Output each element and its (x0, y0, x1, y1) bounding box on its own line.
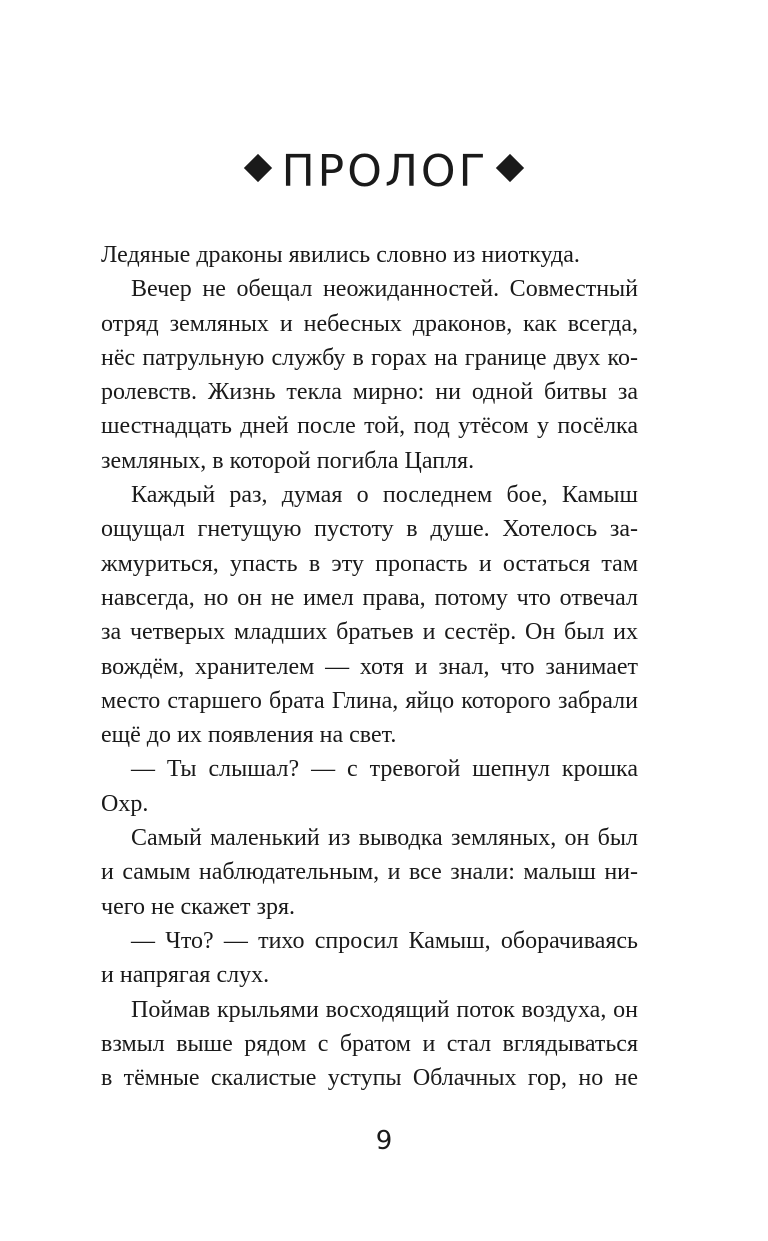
body-text (101, 238, 638, 1095)
text-line: ролевств. Жизнь текла мирно: ни одной битвы за (101, 379, 638, 406)
text-line: вождём, хранителем — хотя и знал, что занимает (101, 653, 638, 680)
diamond-icon (243, 154, 271, 182)
text-line: шестнадцать дней после той, под утёсом у посёлка (101, 413, 638, 440)
text-line: ещё до их появления на свет. (101, 722, 397, 749)
text-line: в тёмные скалистые уступы Облачных гор, но не (101, 1065, 638, 1092)
page-number: 9 (375, 1126, 393, 1156)
text-line: Охр. (101, 790, 149, 817)
text-line: и напрягая слух. (101, 962, 270, 989)
chapter-heading (0, 142, 768, 200)
text-line: — Что? — тихо спросил Камыш, оборачиваясь (131, 927, 638, 954)
text-line: Каждый раз, думая о последнем бое, Камыш (131, 482, 638, 509)
text-line: место старшего брата Глина, яйцо которого забрали (101, 687, 638, 714)
text-line: земляных, в которой погибла Цапля. (101, 447, 475, 474)
diamond-icon (496, 154, 524, 182)
text-line: за четверых младших братьев и сестёр. Он был их (101, 619, 638, 646)
text-line: Поймав крыльями восходящий поток воздуха, он (131, 996, 638, 1023)
text-line: и самым наблюдательным, и все знали: малыш ни- (101, 859, 638, 886)
text-line: Ледяные драконы явились словно из ниоткуда. (101, 242, 580, 268)
text-line: — Ты слышал? — с тревогой шепнул крошка (131, 756, 638, 783)
text-line: Вечер не обещал неожиданностей. Совместный (131, 276, 638, 303)
text-line: чего не скажет зря. (101, 893, 295, 920)
text-line: Самый маленький из выводка земляных, он был (131, 825, 638, 852)
text-line: навсегда, но он не имел права, потому что отвечал (101, 584, 638, 611)
text-line: жмуриться, упасть в эту пропасть и остаться там (101, 550, 638, 577)
text-line: нёс патрульную службу в горах на границе двух ко- (101, 344, 638, 371)
chapter-title: ПРОЛОГ (281, 146, 489, 197)
text-line: ощущал гнетущую пустоту в душе. Хотелось за- (101, 516, 638, 543)
text-line: отряд земляных и небесных драконов, как всегда, (101, 310, 638, 337)
text-line: взмыл выше рядом с братом и стал вглядываться (101, 1030, 638, 1057)
